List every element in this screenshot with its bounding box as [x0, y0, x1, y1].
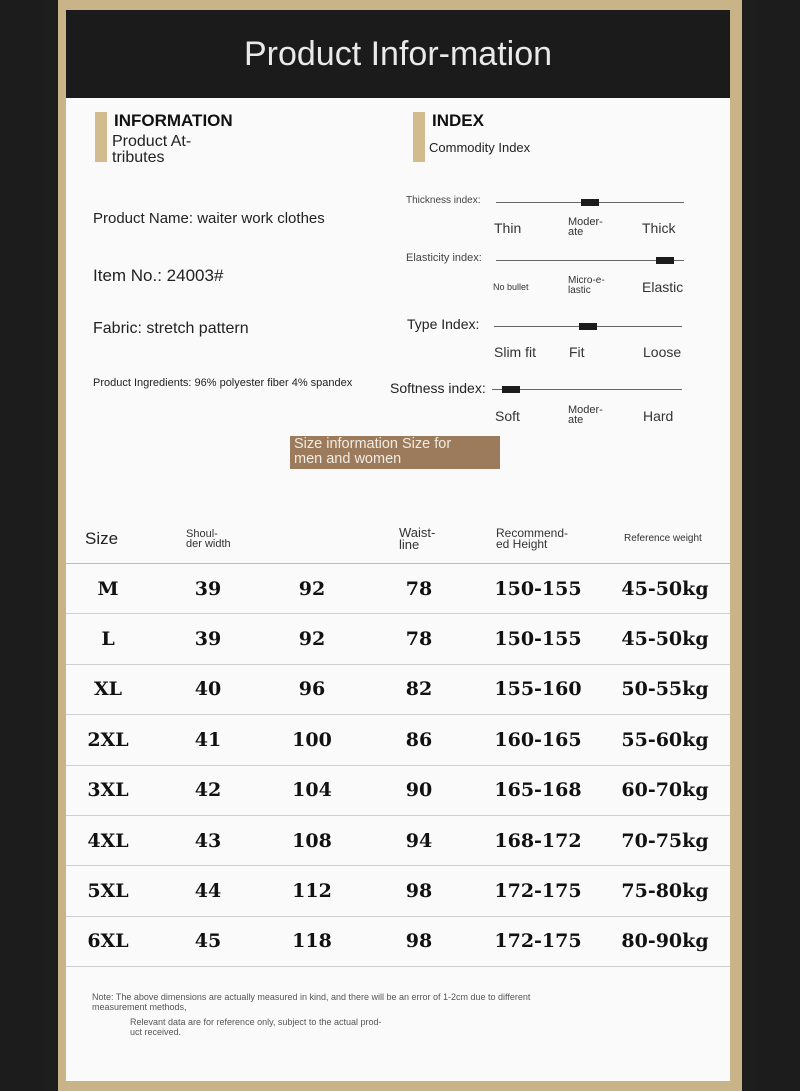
- table-cell: 6XL: [87, 930, 129, 953]
- info-subtitle-2: tributes: [112, 149, 165, 166]
- table-cell: 96: [298, 678, 326, 701]
- table-cell: 40: [194, 678, 222, 701]
- header-height-1: Recommend-: [496, 526, 569, 540]
- thickness-indicator: [581, 199, 599, 206]
- softness-opt-soft: Soft: [495, 408, 520, 424]
- table-cell: 2XL: [87, 728, 129, 751]
- table-cell: 98: [405, 930, 433, 953]
- table-cell: 43: [194, 829, 222, 852]
- item-number: Item No.: 24003#: [93, 266, 224, 285]
- elasticity-opt-no-bullet: No bullet: [493, 282, 529, 292]
- table-cell: 92: [298, 628, 326, 651]
- thickness-index-label: Thickness index:: [406, 195, 481, 206]
- table-cell: XL: [93, 678, 123, 701]
- info-title: INFORMATION: [114, 111, 233, 130]
- type-index-label: Type Index:: [407, 316, 480, 332]
- table-cell: 5XL: [87, 880, 129, 903]
- table-cell: 44: [194, 880, 222, 903]
- table-cell: 112: [292, 880, 332, 903]
- note-line4: uct received.: [130, 1027, 182, 1037]
- thickness-opt-thick: Thick: [642, 220, 676, 236]
- softness-index-label: Softness index:: [390, 380, 486, 396]
- table-row: [66, 917, 730, 967]
- header-waist: [399, 515, 469, 563]
- info-subtitle-1: Product At-: [112, 133, 192, 150]
- table-cell: 168-172: [494, 829, 582, 852]
- table-cell: 42: [194, 779, 222, 802]
- size-info-tag: [290, 436, 500, 469]
- table-cell: 150-155: [494, 628, 582, 651]
- product-name: Product Name: waiter work clothes: [93, 210, 325, 227]
- table-cell: 98: [405, 880, 433, 903]
- size-info-line1: Size information Size for: [294, 436, 452, 452]
- header-shoulder: [186, 515, 276, 563]
- note-line3: Relevant data are for reference only, subject to the actual prod-: [130, 1017, 382, 1027]
- index-subtitle: Commodity Index: [429, 140, 531, 155]
- table-cell: 41: [194, 728, 222, 751]
- table-cell: 80-90kg: [621, 930, 709, 953]
- table-row: [66, 614, 730, 664]
- type-opt-slim-fit: Slim fit: [494, 344, 536, 360]
- table-cell: 50-55kg: [621, 678, 709, 701]
- table-cell: 78: [405, 628, 433, 651]
- header-height-2: ed Height: [496, 537, 548, 551]
- elasticity-indicator: [656, 257, 674, 264]
- table-cell: 45: [194, 930, 222, 953]
- table-row: [66, 766, 730, 816]
- table-cell: 60-70kg: [621, 779, 709, 802]
- elasticity-opt-micro-a: Micro-e-: [568, 275, 605, 286]
- product-sheet: [66, 10, 730, 1081]
- table-cell: 155-160: [494, 678, 582, 701]
- table-cell: 104: [292, 779, 332, 802]
- table-cell: 70-75kg: [621, 829, 709, 852]
- ingredients: Product Ingredients: 96% polyester fiber 4% spandex: [93, 377, 353, 389]
- table-cell: 39: [194, 628, 222, 651]
- table-cell: 55-60kg: [621, 728, 709, 751]
- table-cell: 100: [292, 728, 332, 751]
- thickness-opt-moderate-a: Moder-: [568, 216, 603, 228]
- table-cell: 172-175: [494, 930, 582, 953]
- table-cell: M: [97, 577, 119, 600]
- thickness-opt-thin: Thin: [494, 220, 522, 236]
- table-header-row: [66, 515, 730, 564]
- table-row: [66, 564, 730, 614]
- table-row: [66, 665, 730, 715]
- softness-opt-hard: Hard: [643, 408, 674, 424]
- type-opt-loose: Loose: [643, 344, 682, 360]
- fabric: Fabric: stretch pattern: [93, 320, 249, 337]
- table-cell: 86: [405, 728, 433, 751]
- table-cell: 45-50kg: [621, 628, 709, 651]
- softness-opt-moderate-b: ate: [568, 414, 584, 426]
- note-line2: measurement methods,: [92, 1002, 187, 1012]
- softness-opt-moderate-a: Moder-: [568, 404, 603, 416]
- table-cell: 45-50kg: [621, 577, 709, 600]
- table-cell: 160-165: [494, 728, 582, 751]
- table-cell: 94: [405, 829, 433, 852]
- table-cell: 78: [405, 577, 433, 600]
- page-title: Product Infor-mation: [66, 10, 730, 98]
- index-accent-bar: [413, 112, 425, 162]
- table-row: [66, 816, 730, 866]
- header-waist-2: line: [399, 537, 420, 552]
- table-cell: 75-80kg: [621, 880, 709, 903]
- table-cell: 165-168: [494, 779, 582, 802]
- header-shoulder-1: Shoul-: [186, 528, 218, 540]
- info-accent-bar: [95, 112, 107, 162]
- header-waist-1: Waist-: [399, 525, 436, 540]
- table-cell: 39: [194, 577, 222, 600]
- type-opt-fit: Fit: [569, 344, 585, 360]
- elasticity-opt-micro-b: lastic: [568, 285, 591, 296]
- thickness-opt-moderate-b: ate: [568, 226, 584, 238]
- table-cell: 4XL: [87, 829, 129, 852]
- header-weight: Reference weight: [624, 533, 702, 544]
- table-cell: L: [101, 628, 115, 651]
- table-row: [66, 715, 730, 765]
- table-cell: 3XL: [87, 779, 129, 802]
- type-indicator: [579, 323, 597, 330]
- size-info-line2: men and women: [294, 451, 402, 467]
- table-cell: 118: [292, 930, 332, 953]
- elasticity-opt-elastic: Elastic: [642, 279, 684, 295]
- header-height: [496, 515, 596, 563]
- size-table: [66, 515, 730, 967]
- table-cell: 92: [298, 577, 326, 600]
- table-cell: 82: [405, 678, 433, 701]
- header-shoulder-2: der width: [186, 538, 231, 550]
- table-row: [66, 866, 730, 916]
- header-size: Size: [85, 529, 119, 548]
- index-title: INDEX: [432, 111, 484, 130]
- table-cell: 150-155: [494, 577, 582, 600]
- table-cell: 90: [405, 779, 433, 802]
- softness-track: [492, 389, 682, 390]
- softness-indicator: [502, 386, 520, 393]
- table-cell: 172-175: [494, 880, 582, 903]
- elasticity-index-label: Elasticity index:: [406, 252, 482, 264]
- note-line1: Note: The above dimensions are actually measured in kind, and there will be an error of 1-2cm due to different: [92, 992, 531, 1002]
- table-body: [66, 564, 730, 967]
- table-cell: 108: [292, 829, 332, 852]
